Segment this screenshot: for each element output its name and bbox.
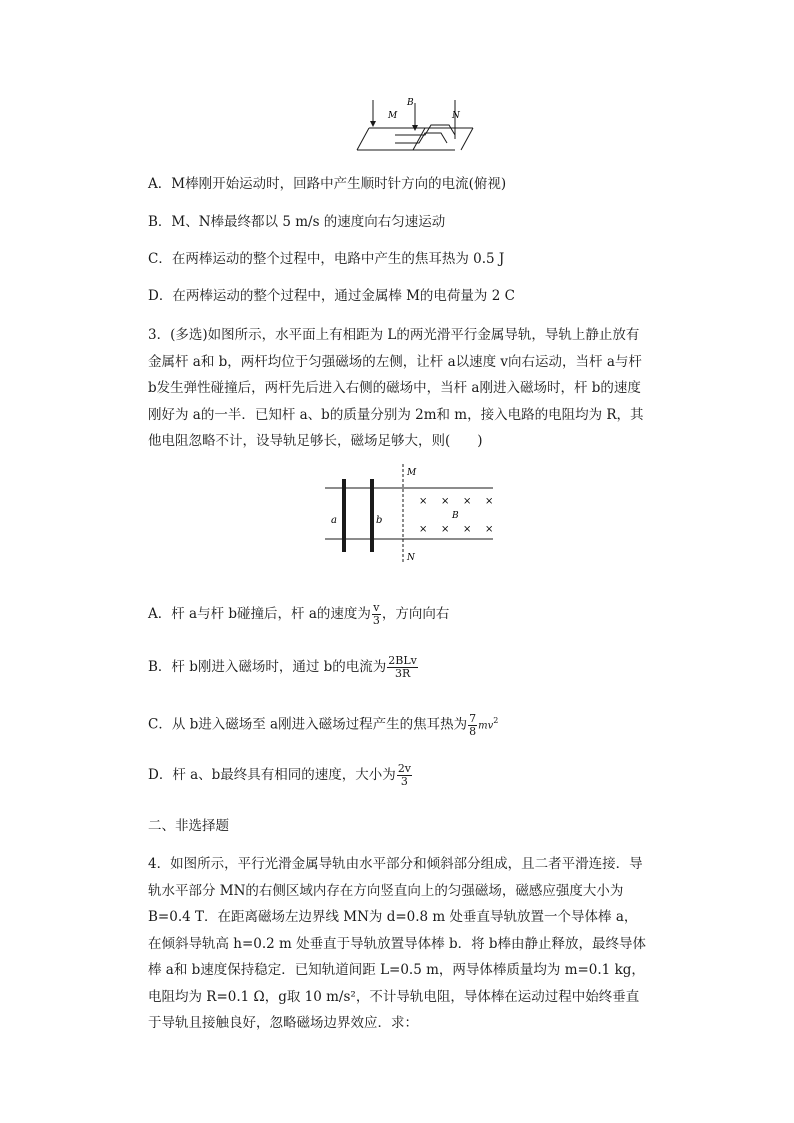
field-cross: × [441,496,450,507]
field-cross: × [463,496,472,507]
figure2-label-n: N [407,553,415,563]
figure2-label-field-b: B [452,511,459,521]
field-cross: × [441,524,450,535]
figure-rods-ab-field [325,462,500,567]
section-heading: 二、非选择题 [148,818,229,834]
figure2-label-m: M [407,468,417,478]
q3-option-b: B．杆 b刚进入磁场时，通过 b的电流为 $\frac{\text{2BLv}}{3R}$ [148,654,417,680]
q2-option-a: A．M棒刚开始运动时，回路中产生顺时针方向的电流(俯视) [148,176,507,192]
field-cross: × [463,524,472,535]
figure-rails-mn [355,95,480,155]
figure2-label-b: b [376,515,383,526]
q2-option-b: B．M、N棒最终都以 5 m/s 的速度向右匀速运动 [148,214,446,230]
q4-stem: 4．如图所示，平行光滑金属导轨由水平部分和倾斜部分组成，且二者平滑连接．导轨水平部分 MN的右侧区域内存在方向竖直向上的匀强磁场，磁感应强度大小为 B=0.4 T．在距离磁场左边界线 MN为 d=0.8 m 处垂直导轨放置一个导体棒 a，在倾斜导轨高 h=0.2 m 处垂直于导轨放置导体棒 b．将 b棒由静止释放，最终导体棒 a和 b速度保持稳定．已知轨道间距 L=0.5 m，两导体棒质量均为 m=0.1 kg，电阻均为 R=0.1 Ω，g取 10 m/s²，不计导轨电阻，导体棒在运动过程中始终垂直于导轨且接触良好，忽略磁场边界效应．求： [148,856,647,1031]
q2-option-c: C．在两棒运动的整个过程中，电路中产生的焦耳热为 0.5 J [148,251,505,267]
q2-option-d: D．在两棒运动的整个过程中，通过金属棒 M的电荷量为 2 C [148,288,515,304]
q3-option-a: A．杆 a与杆 b碰撞后，杆 a的速度为 $\frac{v}{3}$ ，方向向右 [148,601,450,627]
field-cross: × [419,524,428,535]
figure2-label-a: a [331,515,337,526]
figure1-label-m: M [388,111,398,121]
figure1-label-b: B [407,98,414,108]
q3-stem: 3．(多选)如图所示，水平面上有相距为 L的两光滑平行金属导轨，导轨上静止放有金属杆 a和 b，两杆均位于匀强磁场的左侧，让杆 a以速度 v向右运动，当杆 a与杆 b发生弹性碰撞后，两杆先后进入右侧的磁场中，当杆 a刚进入磁场时，杆 b的速度刚好为 a的一半．已知杆 a、b的质量分别为 2m和 m，接入电路的电阻均为 R，其他电阻忽略不计，设导轨足够长，磁场足够大，则( ) [148,327,644,449]
q3-option-c: C．从 b进入磁场至 a刚进入磁场过程产生的焦耳热为 $\frac{7}{8}$ $mv^2$ [148,711,499,738]
field-cross: × [485,524,494,535]
field-cross: × [419,496,428,507]
figure1-label-n: N [452,111,460,121]
field-cross: × [485,496,494,507]
q3-option-d: D．杆 a、b最终具有相同的速度，大小为 $\frac{2v}{3}$ [148,762,412,788]
